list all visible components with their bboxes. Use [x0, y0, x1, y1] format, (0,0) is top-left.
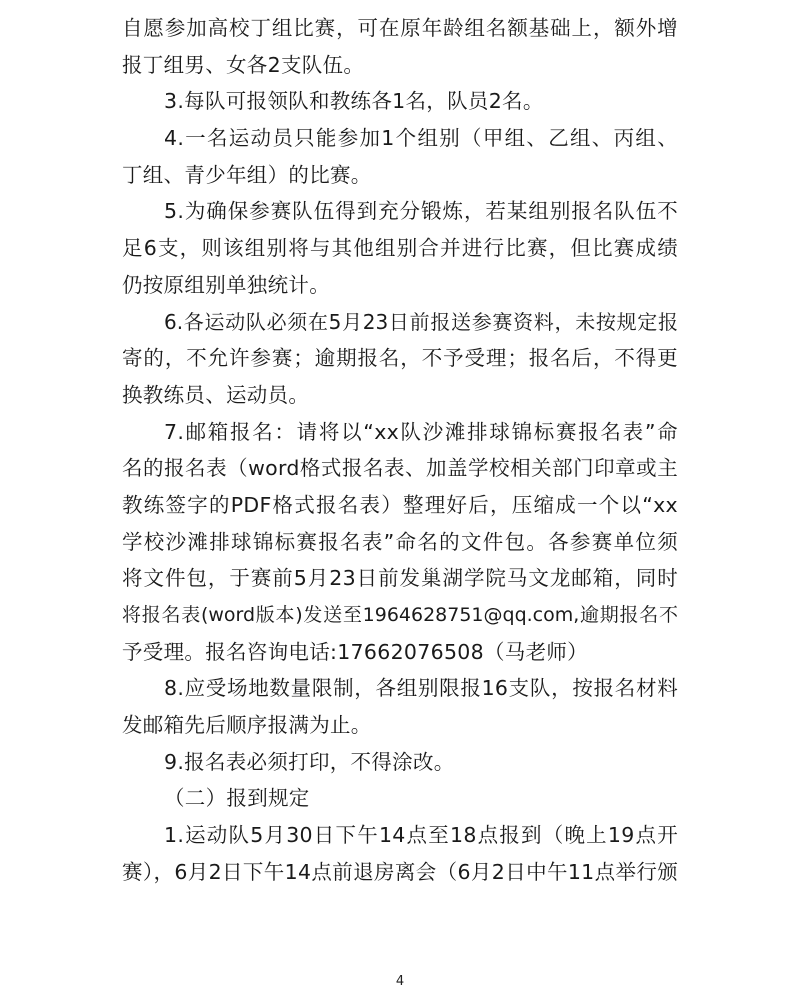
text-line: 教练签字的PDF格式报名表）整理好后，压缩成一个以“xx [122, 492, 678, 517]
text-line: 9.报名表必须打印，不得涂改。 [164, 749, 455, 774]
text-line: 赛），6月2日下午14点前退房离会（6月2日中午11点举行颁 [122, 859, 678, 884]
text-line: 将报名表(word版本)发送至1964628751@qq.com,逾期报名不 [122, 604, 678, 626]
text-line: 丁组、青少年组）的比赛。 [122, 162, 372, 187]
text-line: 7.邮箱报名：请将以“xx队沙滩排球锦标赛报名表”命 [164, 419, 678, 444]
text-line: 寄的，不允许参赛；逾期报名，不予受理；报名后，不得更 [122, 346, 678, 371]
text-line: 3.每队可报领队和教练各1名，队员2名。 [164, 89, 544, 114]
body-text [122, 10, 678, 891]
text-line: 4.一名运动员只能参加1个组别（甲组、乙组、丙组、 [164, 126, 678, 151]
page-number: 4 [395, 974, 405, 989]
text-line: 换教练员、运动员。 [122, 382, 310, 407]
text-line: 发邮箱先后顺序报满为止。 [122, 713, 372, 738]
section-heading: （二）报到规定 [164, 786, 310, 811]
text-line: 予受理。报名咨询电话:17662076508（马老师） [122, 639, 588, 664]
text-line: 学校沙滩排球锦标赛报名表”命名的文件包。各参赛单位须 [122, 529, 678, 554]
text-line: 足6支，则该组别将与其他组别合并进行比赛，但比赛成绩 [122, 236, 678, 261]
text-line: 仍按原组别单独统计。 [122, 272, 330, 297]
text-line: 报丁组男、女各2支队伍。 [122, 52, 365, 77]
text-line: 名的报名表（word格式报名表、加盖学校相关部门印章或主 [122, 456, 678, 481]
text-line: 1.运动队5月30日下午14点至18点报到（晚上19点开 [164, 823, 678, 848]
text-line: 6.各运动队必须在5月23日前报送参赛资料，未按规定报 [164, 309, 678, 334]
text-line: 8.应受场地数量限制，各组别限报16支队，按报名材料 [164, 676, 678, 701]
text-line: 将文件包，于赛前5月23日前发巢湖学院马文龙邮箱，同时 [122, 566, 678, 591]
text-line: 5.为确保参赛队伍得到充分锻炼，若某组别报名队伍不 [164, 199, 678, 224]
text-line: 自愿参加高校丁组比赛，可在原年龄组名额基础上，额外增 [122, 16, 678, 40]
